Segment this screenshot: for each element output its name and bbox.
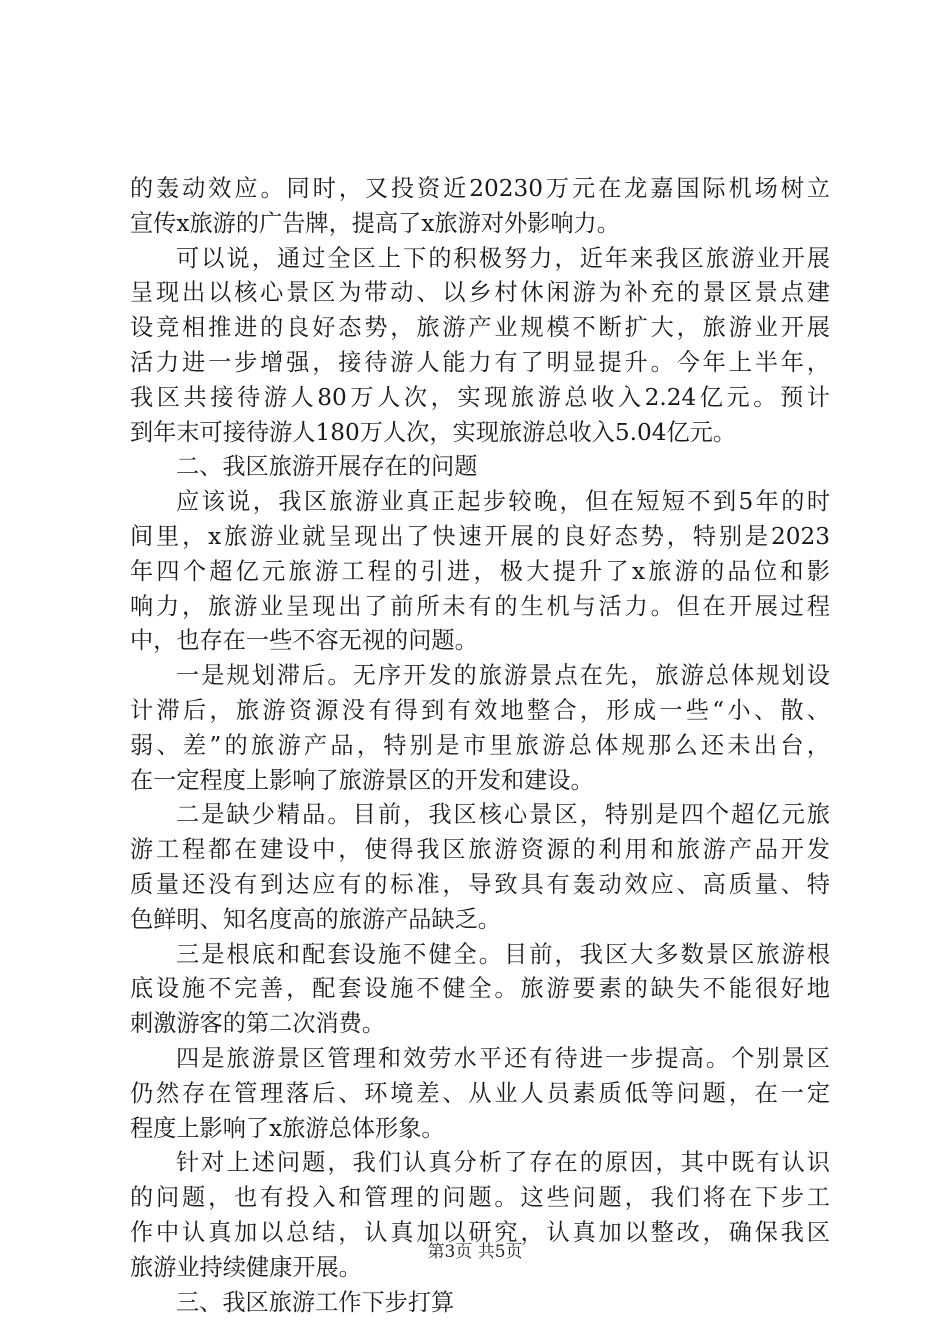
text-line: 呈现出以核心景区为带动、以乡村休闲游为补充的景区景点建 bbox=[130, 279, 830, 307]
text-line: 三、我区旅游工作下步打算 bbox=[176, 1288, 455, 1316]
text-line: 可以说，通过全区上下的积极努力，近年来我区旅游业开展 bbox=[176, 244, 830, 272]
text-line: 设竞相推进的良好态势，旅游产业规模不断扩大，旅游业开展 bbox=[130, 314, 830, 342]
text-line: 三是根底和配套设施不健全。目前，我区大多数景区旅游根 bbox=[176, 940, 830, 968]
text-line: 游工程都在建设中，使得我区旅游资源的利用和旅游产品开发 bbox=[130, 836, 830, 864]
text-line: 刺激游客的第二次消费。 bbox=[130, 1010, 386, 1038]
text-line: 弱、差”的旅游产品，特别是市里旅游总体规那么还未出台， bbox=[130, 731, 830, 759]
document-body bbox=[130, 172, 830, 1320]
text-line: 的轰动效应。同时，又投资近20230万元在龙嘉国际机场树立 bbox=[130, 175, 830, 202]
text-line: 色鲜明、知名度高的旅游产品缺乏。 bbox=[130, 905, 501, 933]
text-line: 质量还没有到达应有的标准，导致具有轰动效应、高质量、特 bbox=[130, 870, 830, 898]
text-line: 四是旅游景区管理和效劳水平还有待进一步提高。个别景区 bbox=[176, 1044, 830, 1072]
text-line: 年四个超亿元旅游工程的引进，极大提升了x旅游的品位和影 bbox=[130, 557, 830, 585]
text-line: 底设施不完善，配套设施不健全。旅游要素的缺失不能很好地 bbox=[130, 975, 830, 1003]
text-line: 作中认真加以总结，认真加以研究，认真加以整改，确保我区 bbox=[130, 1218, 830, 1246]
text-line: 的问题，也有投入和管理的问题。这些问题，我们将在下步工 bbox=[130, 1184, 830, 1212]
text-line: 二、我区旅游开展存在的问题 bbox=[176, 453, 478, 481]
page-footer: 第3页 共5页 bbox=[427, 1242, 523, 1262]
text-line: 响力，旅游业呈现出了前所未有的生机与活力。但在开展过程 bbox=[130, 592, 830, 620]
text-line: 到年末可接待游人180万人次，实现旅游总收入5.04亿元。 bbox=[130, 418, 737, 446]
text-line: 活力进一步增强，接待游人能力有了明显提升。今年上半年， bbox=[130, 348, 830, 376]
text-line: 二是缺少精品。目前，我区核心景区，特别是四个超亿元旅 bbox=[176, 801, 830, 829]
text-line: 仍然存在管理落后、环境差、从业人员素质低等问题，在一定 bbox=[130, 1079, 830, 1107]
text-line: 间里，x旅游业就呈现出了快速开展的良好态势，特别是2023 bbox=[130, 522, 830, 550]
text-line: 旅游业持续健康开展。 bbox=[130, 1253, 362, 1281]
text-line: 一是规划滞后。无序开发的旅游景点在先，旅游总体规划设 bbox=[176, 662, 830, 690]
text-line: 针对上述问题，我们认真分析了存在的原因，其中既有认识 bbox=[176, 1149, 830, 1177]
text-line: 中，也存在一些不容无视的问题。 bbox=[130, 627, 478, 655]
text-line: 计滞后，旅游资源没有得到有效地整合，形成一些“小、散、 bbox=[130, 696, 830, 724]
text-line: 我区共接待游人80万人次，实现旅游总收入2.24亿元。预计 bbox=[130, 383, 830, 411]
text-line: 应该说，我区旅游业真正起步较晚，但在短短不到5年的时 bbox=[176, 488, 830, 516]
text-line: 宣传x旅游的广告牌，提高了x旅游对外影响力。 bbox=[130, 209, 620, 237]
text-line: 程度上影响了x旅游总体形象。 bbox=[130, 1114, 445, 1142]
text-line: 在一定程度上影响了旅游景区的开发和建设。 bbox=[130, 766, 594, 794]
